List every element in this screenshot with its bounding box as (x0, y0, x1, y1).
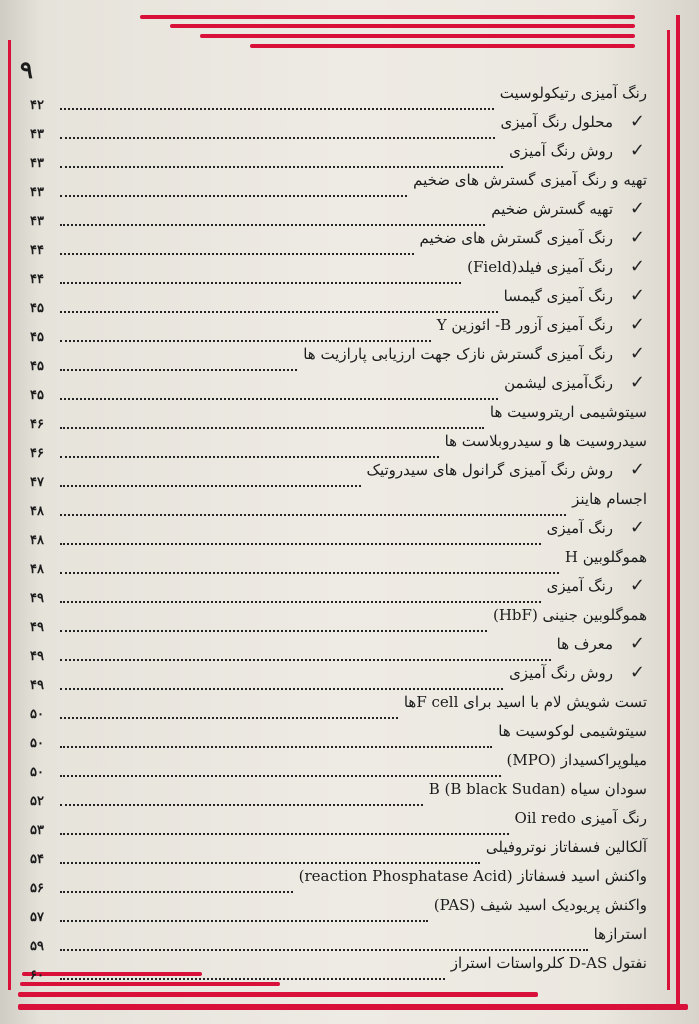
toc-entry-title: رنگ آمیزی گسترش نازک جهت ارزیابی پارازیت ها (303, 345, 613, 363)
toc-entry-title: رنگ آمیزی (546, 519, 613, 537)
checkmark-icon: ✓ (629, 111, 645, 132)
toc-entry (26, 664, 647, 694)
toc-entry-title: آلکالین فسفاتاز نوتروفیلی (485, 838, 647, 856)
toc-entry-title: روش رنگ آمیزی (509, 664, 613, 682)
dot-leader (60, 746, 492, 748)
toc-entry (26, 200, 647, 230)
toc-entry-title: سودان سیاه B (B black Sudan) (428, 780, 647, 798)
toc-entry-title: سیتوشیمی اریتروسیت ها (489, 403, 647, 421)
right-border-outer (676, 15, 680, 1005)
dot-leader (60, 543, 541, 545)
checkmark-icon: ✓ (629, 140, 645, 161)
checkmark-icon: ✓ (629, 256, 645, 277)
toc-entry-title: نفتول D-AS کلرواستات استراز (450, 954, 647, 972)
toc-entry-title: رنگ آمیزی گیمسا (503, 287, 613, 305)
toc-entry-title: محلول رنگ آمیزی (500, 113, 613, 131)
toc-entry (26, 809, 647, 839)
dot-leader (60, 108, 494, 110)
dot-leader (60, 891, 293, 893)
dot-leader (60, 862, 480, 864)
toc-entry (26, 113, 647, 143)
toc-entry-page: ۵۲ (30, 794, 44, 809)
toc-entry (26, 490, 647, 520)
toc-entry-page: ۴۴ (30, 243, 44, 258)
toc-entry-page: ۴۵ (30, 301, 44, 316)
dot-leader (60, 369, 297, 371)
dot-leader (60, 195, 407, 197)
dot-leader (60, 601, 541, 603)
toc-entry-title: واکنش اسید فسفاتاز (reaction Phosphatase Acid) (298, 867, 647, 885)
toc-entry-page: ۴۲ (30, 98, 44, 113)
toc-entry-title: تهیه و رنگ آمیزی گسترش های ضخیم (413, 171, 647, 189)
toc-entry (26, 229, 647, 259)
dot-leader (60, 137, 495, 139)
toc-entry (26, 925, 647, 955)
toc-entry-title: رنگ‌آمیزی لیشمن (504, 374, 613, 392)
toc-entry-title: رنگ آمیزی فیلد(Field) (467, 258, 613, 276)
toc-entry (26, 577, 647, 607)
toc-entry-page: ۴۴ (30, 272, 44, 287)
dot-leader (60, 311, 498, 313)
toc-entry (26, 461, 647, 491)
toc-entry-page: ۵۹ (30, 939, 44, 954)
toc-entry-title: سیتوشیمی لوکوسیت ها (498, 722, 647, 740)
toc-entry (26, 635, 647, 665)
dot-leader (60, 688, 503, 690)
toc-entry-title: تهیه گسترش ضخیم (491, 200, 613, 218)
top-stripe-4 (250, 44, 635, 48)
checkmark-icon: ✓ (629, 517, 645, 538)
toc-entry-title: رنگ آمیزی گسترش های ضخیم (419, 229, 613, 247)
toc-entry (26, 867, 647, 897)
toc-entry-page: ۴۵ (30, 388, 44, 403)
toc-entry (26, 403, 647, 433)
dot-leader (60, 166, 503, 168)
toc-entry (26, 548, 647, 578)
dot-leader (60, 282, 461, 284)
toc-entry (26, 606, 647, 636)
toc-entry (26, 374, 647, 404)
right-border-inner (667, 30, 670, 990)
toc-entry-title: تست شویش لام با اسید برای F cellها (403, 693, 647, 711)
toc-entry (26, 287, 647, 317)
checkmark-icon: ✓ (629, 459, 645, 480)
checkmark-icon: ✓ (629, 198, 645, 219)
dot-leader (60, 717, 398, 719)
toc-entry (26, 519, 647, 549)
toc-entry (26, 780, 647, 810)
bottom-stripe-3 (18, 992, 538, 997)
top-stripe-1 (140, 15, 635, 19)
toc-entry-title: رنگ آمیزی (546, 577, 613, 595)
checkmark-icon: ✓ (629, 343, 645, 364)
toc-entry-title: هموگلوبین H (564, 548, 647, 566)
toc-entry-page: ۴۵ (30, 359, 44, 374)
dot-leader (60, 485, 361, 487)
top-stripe-3 (200, 34, 635, 38)
toc-entry-page: ۵۰ (30, 736, 44, 751)
toc-entry-title: روش رنگ آمیزی گرانول های سیدروتیک (366, 461, 613, 479)
dot-leader (60, 514, 566, 516)
toc-entry-page: ۴۹ (30, 678, 44, 693)
toc-entry (26, 896, 647, 926)
dot-leader (60, 427, 484, 429)
checkmark-icon: ✓ (629, 575, 645, 596)
checkmark-icon: ✓ (629, 227, 645, 248)
toc-entry (26, 838, 647, 868)
toc-entry (26, 84, 647, 114)
toc-entry-page: ۵۶ (30, 881, 44, 896)
toc-entry-page: ۴۶ (30, 446, 44, 461)
toc-entry (26, 693, 647, 723)
toc-entry-page: ۴۹ (30, 649, 44, 664)
toc-entry-page: ۴۶ (30, 417, 44, 432)
toc-entry-title: واکنش پریودیک اسید شیف (PAS) (433, 896, 647, 914)
toc-entry-page: ۵۳ (30, 823, 44, 838)
dot-leader (60, 775, 501, 777)
dot-leader (60, 340, 431, 342)
bottom-stripe-4 (18, 1004, 688, 1010)
toc-entry-title: معرف ها (556, 635, 613, 653)
dot-leader (60, 630, 487, 632)
toc-entry-page: ۴۳ (30, 156, 44, 171)
toc-entry (26, 316, 647, 346)
toc-entry-page: ۴۵ (30, 330, 44, 345)
toc-entry-page: ۴۹ (30, 591, 44, 606)
checkmark-icon: ✓ (629, 372, 645, 393)
toc-entry (26, 142, 647, 172)
toc-entry-page: ۵۷ (30, 910, 44, 925)
checkmark-icon: ✓ (629, 314, 645, 335)
toc-entry-page: ۵۰ (30, 765, 44, 780)
toc-entry-title: سیدروسیت ها و سیدروبلاست ها (444, 432, 647, 450)
toc-entry-page: ۴۳ (30, 214, 44, 229)
toc-entry-title: رنگ آمیزی رتیکولوسیت (499, 84, 647, 102)
dot-leader (60, 804, 423, 806)
toc-entry-title: رنگ آمیزی آزور B- ائوزین Y (436, 316, 613, 334)
dot-leader (60, 978, 445, 980)
top-stripe-2 (170, 24, 635, 28)
dot-leader (60, 833, 509, 835)
toc-entry-title: هموگلوبین جنینی (HbF) (492, 606, 647, 624)
toc-entry-page: ۴۳ (30, 127, 44, 142)
toc-entry-page: ۴۷ (30, 475, 44, 490)
toc-entry (26, 345, 647, 375)
toc-entry-page: ۴۸ (30, 504, 44, 519)
dot-leader (60, 224, 485, 226)
toc-entry-page: ۶۰ (30, 968, 44, 983)
toc-entry (26, 432, 647, 462)
toc-entry-page: ۴۸ (30, 562, 44, 577)
toc-entry-page: ۵۴ (30, 852, 44, 867)
toc-entry (26, 722, 647, 752)
toc-entry-page: ۴۳ (30, 185, 44, 200)
toc-entry-title: اجسام هاینز (572, 490, 647, 508)
checkmark-icon: ✓ (629, 285, 645, 306)
dot-leader (60, 659, 551, 661)
dot-leader (60, 456, 439, 458)
checkmark-icon: ✓ (629, 633, 645, 654)
checkmark-icon: ✓ (629, 662, 645, 683)
toc-entry-page: ۴۸ (30, 533, 44, 548)
toc-entry (26, 171, 647, 201)
toc-entry-title: میلوپراکسیداز (MPO) (506, 751, 647, 769)
toc-entry-title: روش رنگ آمیزی (509, 142, 613, 160)
toc-entry (26, 751, 647, 781)
toc-entry-page: ۴۹ (30, 620, 44, 635)
left-border (8, 40, 11, 990)
toc-entry-page: ۵۰ (30, 707, 44, 722)
toc-entry (26, 258, 647, 288)
dot-leader (60, 949, 588, 951)
toc-entry-title: رنگ آمیزی Oil redo (514, 809, 647, 827)
dot-leader (60, 398, 498, 400)
dot-leader (60, 572, 559, 574)
toc-entry (26, 954, 647, 984)
dot-leader (60, 920, 428, 922)
toc-entry-title: استرازها (593, 925, 647, 943)
dot-leader (60, 253, 414, 255)
page-number: ۹ (20, 55, 33, 84)
